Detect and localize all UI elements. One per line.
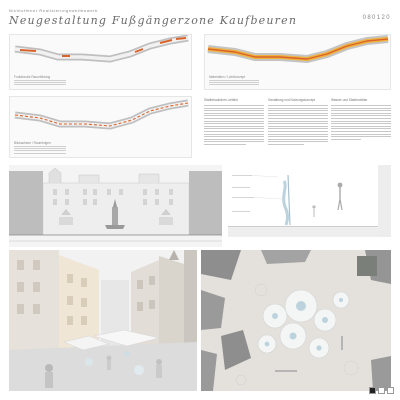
column-heading: Gestaltung und Nutzungskonzept: [268, 98, 316, 102]
competition-subtitle: Nichtoffener Realisierungswettbewerb: [9, 8, 98, 13]
entry-code: 080120: [362, 15, 391, 21]
route-diagram-views: [9, 96, 192, 158]
route-diagram-materials: [204, 34, 391, 90]
caption-text: [209, 80, 259, 87]
caption-text: [14, 80, 66, 87]
fountain-section-drawing: [228, 165, 391, 247]
text-column: [331, 98, 391, 141]
section-svg: [228, 165, 391, 247]
bench-icon: [378, 387, 385, 394]
column-heading: Wasser und Stadtmobiliar: [331, 98, 368, 102]
street-elevation-drawing: [9, 165, 222, 247]
text-column: [204, 98, 264, 147]
wave-icon: [369, 387, 376, 394]
diagram-caption: Materialien / Lichtkonzept: [209, 75, 246, 79]
street-perspective-image: [9, 250, 197, 391]
fountain-site-plan: [201, 250, 391, 391]
perspective-svg: [9, 250, 197, 391]
plan-svg: [201, 250, 391, 391]
diagram-caption: Blickachsen / Raumfolgen: [14, 141, 51, 145]
tree-icon: [387, 387, 394, 394]
column-heading: Städtebauliches Leitbild: [204, 98, 238, 102]
poster-title: Neugestaltung Fußgängerzone Kaufbeuren: [9, 14, 298, 27]
elevation-svg: [9, 165, 222, 247]
diagram-caption: Funktionale Raumbildung: [14, 75, 51, 79]
text-column: [268, 98, 328, 147]
caption-text: [14, 146, 66, 155]
route-diagram-functions: [9, 34, 192, 90]
